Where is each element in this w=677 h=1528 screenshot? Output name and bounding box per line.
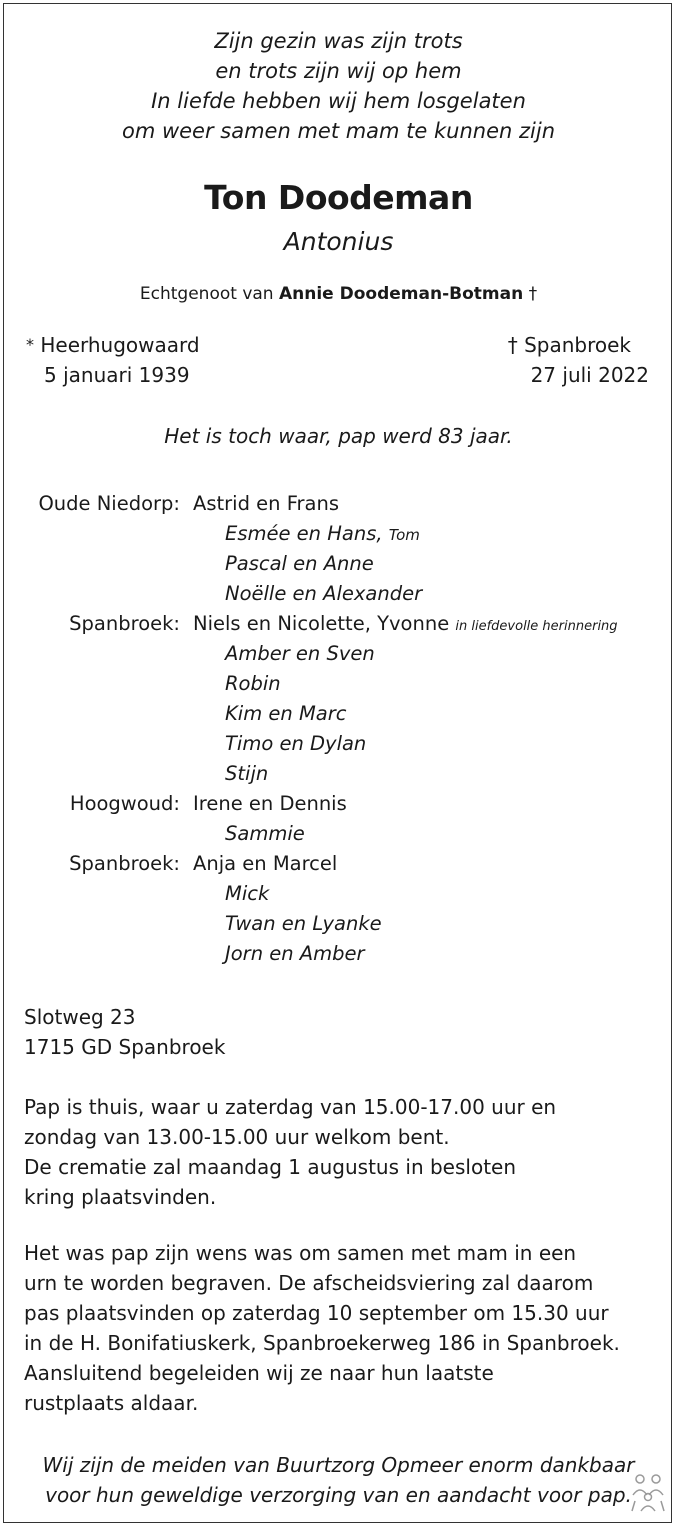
poem-line: en trots zijn wij op hem bbox=[215, 59, 462, 83]
family-child: Kim en Marc bbox=[225, 702, 347, 725]
family-child: Stijn bbox=[225, 762, 269, 785]
family-child: Noëlle en Alexander bbox=[225, 582, 423, 605]
publisher-logo-icon bbox=[630, 1473, 666, 1513]
family-child: Amber en Sven bbox=[225, 642, 375, 665]
birth-symbol: * bbox=[26, 335, 34, 354]
family-main: Astrid en Frans bbox=[193, 492, 339, 515]
family-child: Timo en Dylan bbox=[225, 732, 367, 755]
memory-note: in liefdevolle herinnering bbox=[455, 619, 618, 634]
death-date: 27 juli 2022 bbox=[530, 363, 649, 387]
paragraph-line: Het was pap zijn wens was om samen met mam in een bbox=[24, 1241, 577, 1265]
paragraph-line: zondag van 13.00-15.00 uur welkom bent. bbox=[24, 1125, 450, 1149]
child-note: Tom bbox=[388, 526, 420, 544]
given-name: Antonius bbox=[283, 227, 394, 256]
portrait-photo bbox=[360, 640, 660, 1030]
paragraph-line: Aansluitend begeleiden wij ze naar hun laatste bbox=[24, 1361, 494, 1385]
death-place-line bbox=[508, 333, 631, 357]
address-street: Slotweg 23 bbox=[24, 1005, 136, 1029]
address-city: 1715 GD Spanbroek bbox=[24, 1035, 226, 1059]
family-child: Sammie bbox=[225, 822, 305, 845]
poem-line: In liefde hebben wij hem losgelaten bbox=[151, 89, 526, 113]
family-place: Hoogwoud: bbox=[69, 792, 180, 815]
paragraph-line: kring plaatsvinden. bbox=[24, 1185, 217, 1209]
closing-line: Wij zijn de meiden van Buurtzorg Opmeer enorm dankbaar bbox=[42, 1453, 635, 1477]
spouse-prefix: Echtgenoot van bbox=[139, 284, 274, 304]
family-place: Spanbroek: bbox=[69, 612, 180, 635]
poem-line: om weer samen met mam te kunnen zijn bbox=[121, 119, 556, 143]
birth-place: Heerhugowaard bbox=[40, 333, 200, 357]
paragraph-line: pas plaatsvinden op zaterdag 10 september om 15.30 uur bbox=[24, 1301, 609, 1325]
closing-line: voor hun geweldige verzorging van en aandacht voor pap. bbox=[45, 1483, 632, 1507]
birth-date: 5 januari 1939 bbox=[44, 363, 190, 387]
death-symbol: † bbox=[507, 333, 518, 357]
family-child: Pascal en Anne bbox=[225, 552, 374, 575]
family-main-names: Niels en Nicolette, Yvonne bbox=[193, 612, 450, 635]
family-main bbox=[193, 612, 618, 635]
family-main: Anja en Marcel bbox=[193, 852, 338, 875]
birth-place-line bbox=[26, 333, 200, 357]
spouse-name: Annie Doodeman-Botman bbox=[278, 284, 524, 304]
paragraph-line: in de H. Bonifatiuskerk, Spanbroekerweg 186 in Spanbroek. bbox=[24, 1331, 620, 1355]
paragraph-line: urn te worden begraven. De afscheidsviering zal daarom bbox=[24, 1271, 594, 1295]
paragraph-line: rustplaats aldaar. bbox=[24, 1391, 199, 1415]
age-line: Het is toch waar, pap werd 83 jaar. bbox=[164, 424, 513, 448]
poem-line: Zijn gezin was zijn trots bbox=[214, 29, 463, 53]
paragraph-line: De crematie zal maandag 1 augustus in besloten bbox=[24, 1155, 517, 1179]
family-child: Twan en Lyanke bbox=[225, 912, 382, 935]
family-place: Spanbroek: bbox=[69, 852, 180, 875]
family-child: Jorn en Amber bbox=[225, 942, 365, 965]
spouse-mark: † bbox=[528, 284, 538, 304]
family-child: Robin bbox=[225, 672, 281, 695]
family-child: Mick bbox=[225, 882, 270, 905]
deceased-name: Ton Doodeman bbox=[204, 178, 473, 217]
death-place: Spanbroek bbox=[524, 333, 631, 357]
spouse-line bbox=[0, 284, 677, 304]
child-name: Esmée en Hans, bbox=[225, 522, 383, 545]
paragraph-line: Pap is thuis, waar u zaterdag van 15.00-17.00 uur en bbox=[24, 1095, 557, 1119]
family-place: Oude Niedorp: bbox=[38, 492, 180, 515]
family-child bbox=[225, 522, 420, 545]
family-main: Irene en Dennis bbox=[193, 792, 347, 815]
